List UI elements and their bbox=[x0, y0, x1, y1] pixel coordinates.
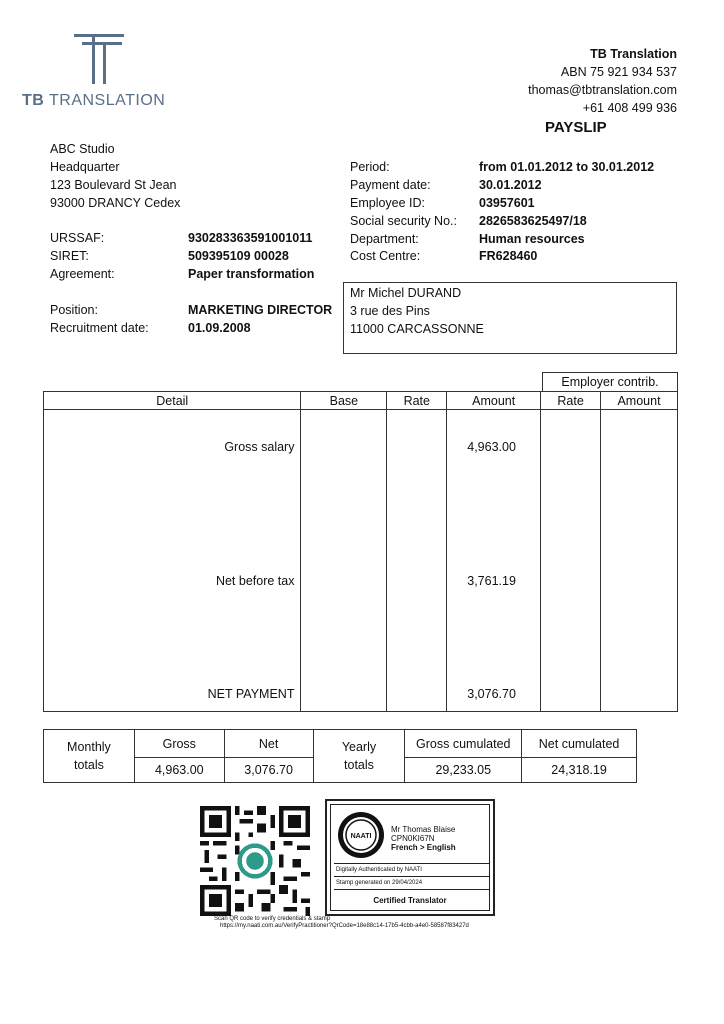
cost-centre-value: FR628460 bbox=[479, 249, 538, 263]
header-base: Base bbox=[301, 392, 387, 410]
qr-caption: Scan QR code to verify credentials & stamp bbox=[214, 916, 331, 922]
tb-logo-icon bbox=[72, 34, 128, 86]
naati-stamp bbox=[325, 799, 495, 916]
yearly-label-line1: Yearly bbox=[341, 740, 377, 754]
header-amount: Amount bbox=[447, 392, 541, 410]
gross-cumulated-value: 29,233.05 bbox=[405, 758, 522, 783]
row-net-payment-label: NET PAYMENT bbox=[207, 687, 295, 701]
position-label: Position: bbox=[50, 303, 98, 317]
period-label: Period: bbox=[350, 160, 390, 174]
employer-rate-cell bbox=[541, 410, 601, 712]
employer-name: ABC Studio bbox=[50, 142, 115, 156]
agreement-label: Agreement: bbox=[50, 267, 115, 281]
employee-address-box bbox=[343, 282, 677, 354]
social-security-label: Social security No.: bbox=[350, 214, 457, 228]
net-total-value: 3,076.70 bbox=[224, 758, 313, 783]
payment-date-value: 30.01.2012 bbox=[479, 178, 542, 192]
header-rate: Rate bbox=[387, 392, 447, 410]
monthly-label-line2: totals bbox=[73, 758, 104, 772]
employee-id-value: 03957601 bbox=[479, 196, 535, 210]
naati-seal-text: NAATI bbox=[350, 833, 372, 840]
verification-qr-code[interactable] bbox=[200, 806, 310, 916]
stamp-language-pair: French > English bbox=[391, 843, 456, 852]
cost-centre-label: Cost Centre: bbox=[350, 249, 421, 263]
period-value: from 01.01.2012 to 30.01.2012 bbox=[479, 160, 655, 174]
siret-value: 509395109 00028 bbox=[188, 249, 289, 263]
logo-word: TRANSLATION bbox=[48, 92, 166, 109]
table-row bbox=[44, 410, 678, 712]
monthly-totals-label bbox=[44, 730, 135, 783]
row-net-payment-amount: 3,076.70 bbox=[467, 687, 516, 701]
employee-street: 3 rue des Pins bbox=[350, 304, 430, 318]
department-value: Human resources bbox=[479, 232, 585, 246]
company-abn: ABN 75 921 934 537 bbox=[560, 65, 677, 79]
header-employer-rate: Rate bbox=[541, 392, 601, 410]
stamp-translator-name: Mr Thomas Blaise bbox=[391, 825, 456, 834]
stamp-auth-text: Digitally Authenticated by NAATI bbox=[336, 867, 422, 873]
net-cumulated-value: 24,318.19 bbox=[522, 758, 637, 783]
totals-table bbox=[43, 729, 637, 783]
employee-name: Mr Michel DURAND bbox=[350, 286, 462, 300]
company-name: TB Translation bbox=[590, 47, 677, 61]
table-header-row bbox=[44, 392, 678, 410]
urssaf-value: 930283363591001011 bbox=[188, 231, 313, 245]
row-net-before-tax-amount: 3,761.19 bbox=[467, 574, 516, 588]
header-detail: Detail bbox=[44, 392, 301, 410]
row-gross-salary-amount: 4,963.00 bbox=[467, 440, 516, 454]
gross-total-value: 4,963.00 bbox=[134, 758, 224, 783]
logo-wordmark bbox=[22, 92, 165, 110]
qr-url[interactable]: https://my.naati.com.au/VerifyPractitioner?QrCode=18e88c14-17b5-4cbb-a4e0-58587f83427d bbox=[220, 923, 469, 929]
recruitment-label: Recruitment date: bbox=[50, 321, 149, 335]
employer-line2: Headquarter bbox=[50, 160, 120, 174]
employee-city: 11000 CARCASSONNE bbox=[350, 322, 484, 336]
recruitment-value: 01.09.2008 bbox=[188, 321, 251, 335]
amount-cell bbox=[447, 410, 541, 712]
page-title: PAYSLIP bbox=[545, 119, 607, 136]
urssaf-label: URSSAF: bbox=[50, 231, 105, 245]
yearly-label-line2: totals bbox=[344, 758, 374, 772]
row-net-before-tax-label: Net before tax bbox=[215, 574, 295, 588]
stamp-divider-2 bbox=[334, 876, 490, 877]
employer-amount-cell bbox=[601, 410, 678, 712]
siret-label: SIRET: bbox=[50, 249, 89, 263]
employer-city: 93000 DRANCY Cedex bbox=[50, 196, 181, 210]
header-employer-amount: Amount bbox=[601, 392, 678, 410]
stamp-code: CPN0KI67N bbox=[391, 834, 435, 843]
agreement-value: Paper transformation bbox=[188, 267, 315, 281]
payslip-table bbox=[43, 391, 678, 712]
logo-brand: TB bbox=[22, 92, 45, 109]
payment-date-label: Payment date: bbox=[350, 178, 431, 192]
rate-cell bbox=[387, 410, 447, 712]
employee-id-label: Employee ID: bbox=[350, 196, 426, 210]
yearly-totals-label bbox=[313, 730, 405, 783]
net-header: Net bbox=[224, 730, 313, 758]
stamp-divider-1 bbox=[334, 863, 490, 864]
gross-cumulated-header: Gross cumulated bbox=[405, 730, 522, 758]
employer-street: 123 Boulevard St Jean bbox=[50, 178, 177, 192]
net-cumulated-header: Net cumulated bbox=[522, 730, 637, 758]
stamp-generated-text: Stamp generated on 29/04/2024 bbox=[336, 880, 423, 886]
base-cell bbox=[301, 410, 387, 712]
gross-header: Gross bbox=[134, 730, 224, 758]
position-value: MARKETING DIRECTOR bbox=[188, 303, 333, 317]
row-gross-salary-label: Gross salary bbox=[224, 440, 295, 454]
company-email: thomas@tbtranslation.com bbox=[528, 83, 677, 97]
employer-contrib-header: Employer contrib. bbox=[542, 372, 678, 392]
department-label: Department: bbox=[350, 232, 419, 246]
stamp-role: Certified Translator bbox=[373, 896, 447, 905]
stamp-inner-border bbox=[330, 804, 490, 911]
naati-seal-icon bbox=[336, 810, 386, 860]
monthly-label-line1: Monthly bbox=[67, 740, 111, 754]
social-security-value: 2826583625497/18 bbox=[479, 214, 587, 228]
detail-cell bbox=[44, 410, 301, 712]
company-phone: +61 408 499 936 bbox=[582, 101, 677, 115]
stamp-divider-3 bbox=[334, 889, 490, 890]
